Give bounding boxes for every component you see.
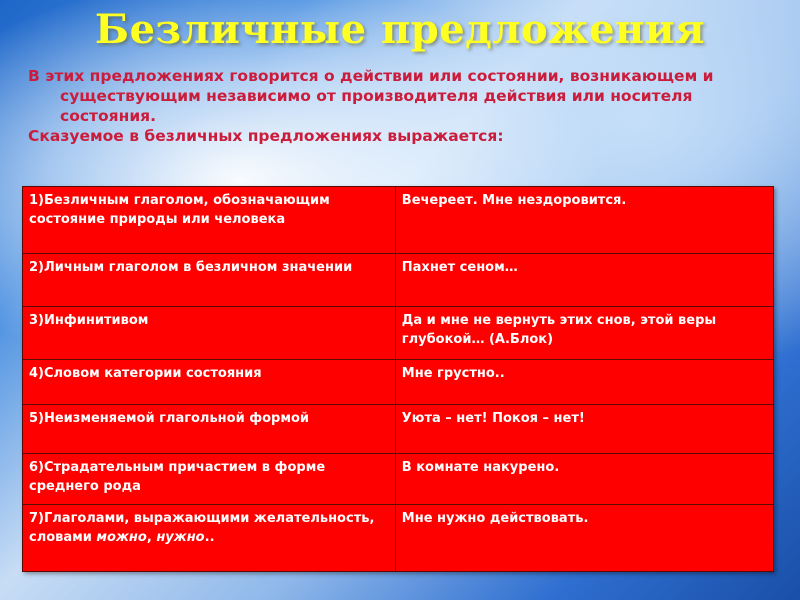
intro-paragraph-predicate: Сказуемое в безличных предложениях выражается: <box>28 127 504 145</box>
example-cell: Пахнет сеном… <box>395 254 773 307</box>
form-cell <box>23 505 396 572</box>
table-row <box>23 505 774 572</box>
example-cell: Да и мне не вернуть этих снов, этой веры глубокой… (А.Блок) <box>395 307 773 360</box>
predicate-forms-table <box>22 186 774 572</box>
slide-title: Безличные предложения <box>94 6 706 53</box>
example-cell: Уюта – нет! Покоя – нет! <box>395 405 773 454</box>
table-row <box>23 405 774 454</box>
form-cell: 5)Неизменяемой глагольной формой <box>23 405 396 454</box>
intro-paragraph-definition: В этих предложениях говорится о действии или состоянии, возникающем и существующим независимо от производителя действия или носителя состояния. <box>28 67 714 125</box>
form-text: .. <box>204 530 215 545</box>
form-text-italic: нужно <box>156 530 205 545</box>
form-text: 7)Глаголами, выражающими желательность, словами <box>29 511 375 545</box>
form-cell: 2)Личным глаголом в безличном значении <box>23 254 396 307</box>
example-cell: В комнате накурено. <box>395 454 773 505</box>
form-cell: 1)Безличным глаголом, обозначающим состояние природы или человека <box>23 187 396 254</box>
intro-text <box>28 66 788 146</box>
form-text-italic: можно <box>96 530 147 545</box>
example-cell: Вечереет. Мне нездоровится. <box>395 187 773 254</box>
form-cell: 4)Словом категории состояния <box>23 360 396 405</box>
form-text: , <box>146 530 157 545</box>
example-cell: Мне грустно.. <box>395 360 773 405</box>
form-cell: 6)Страдательным причастием в форме среднего рода <box>23 454 396 505</box>
form-cell: 3)Инфинитивом <box>23 307 396 360</box>
table-row <box>23 454 774 505</box>
table-row <box>23 187 774 254</box>
table-row <box>23 360 774 405</box>
table-row <box>23 307 774 360</box>
table-row <box>23 254 774 307</box>
example-cell: Мне нужно действовать. <box>395 505 773 572</box>
